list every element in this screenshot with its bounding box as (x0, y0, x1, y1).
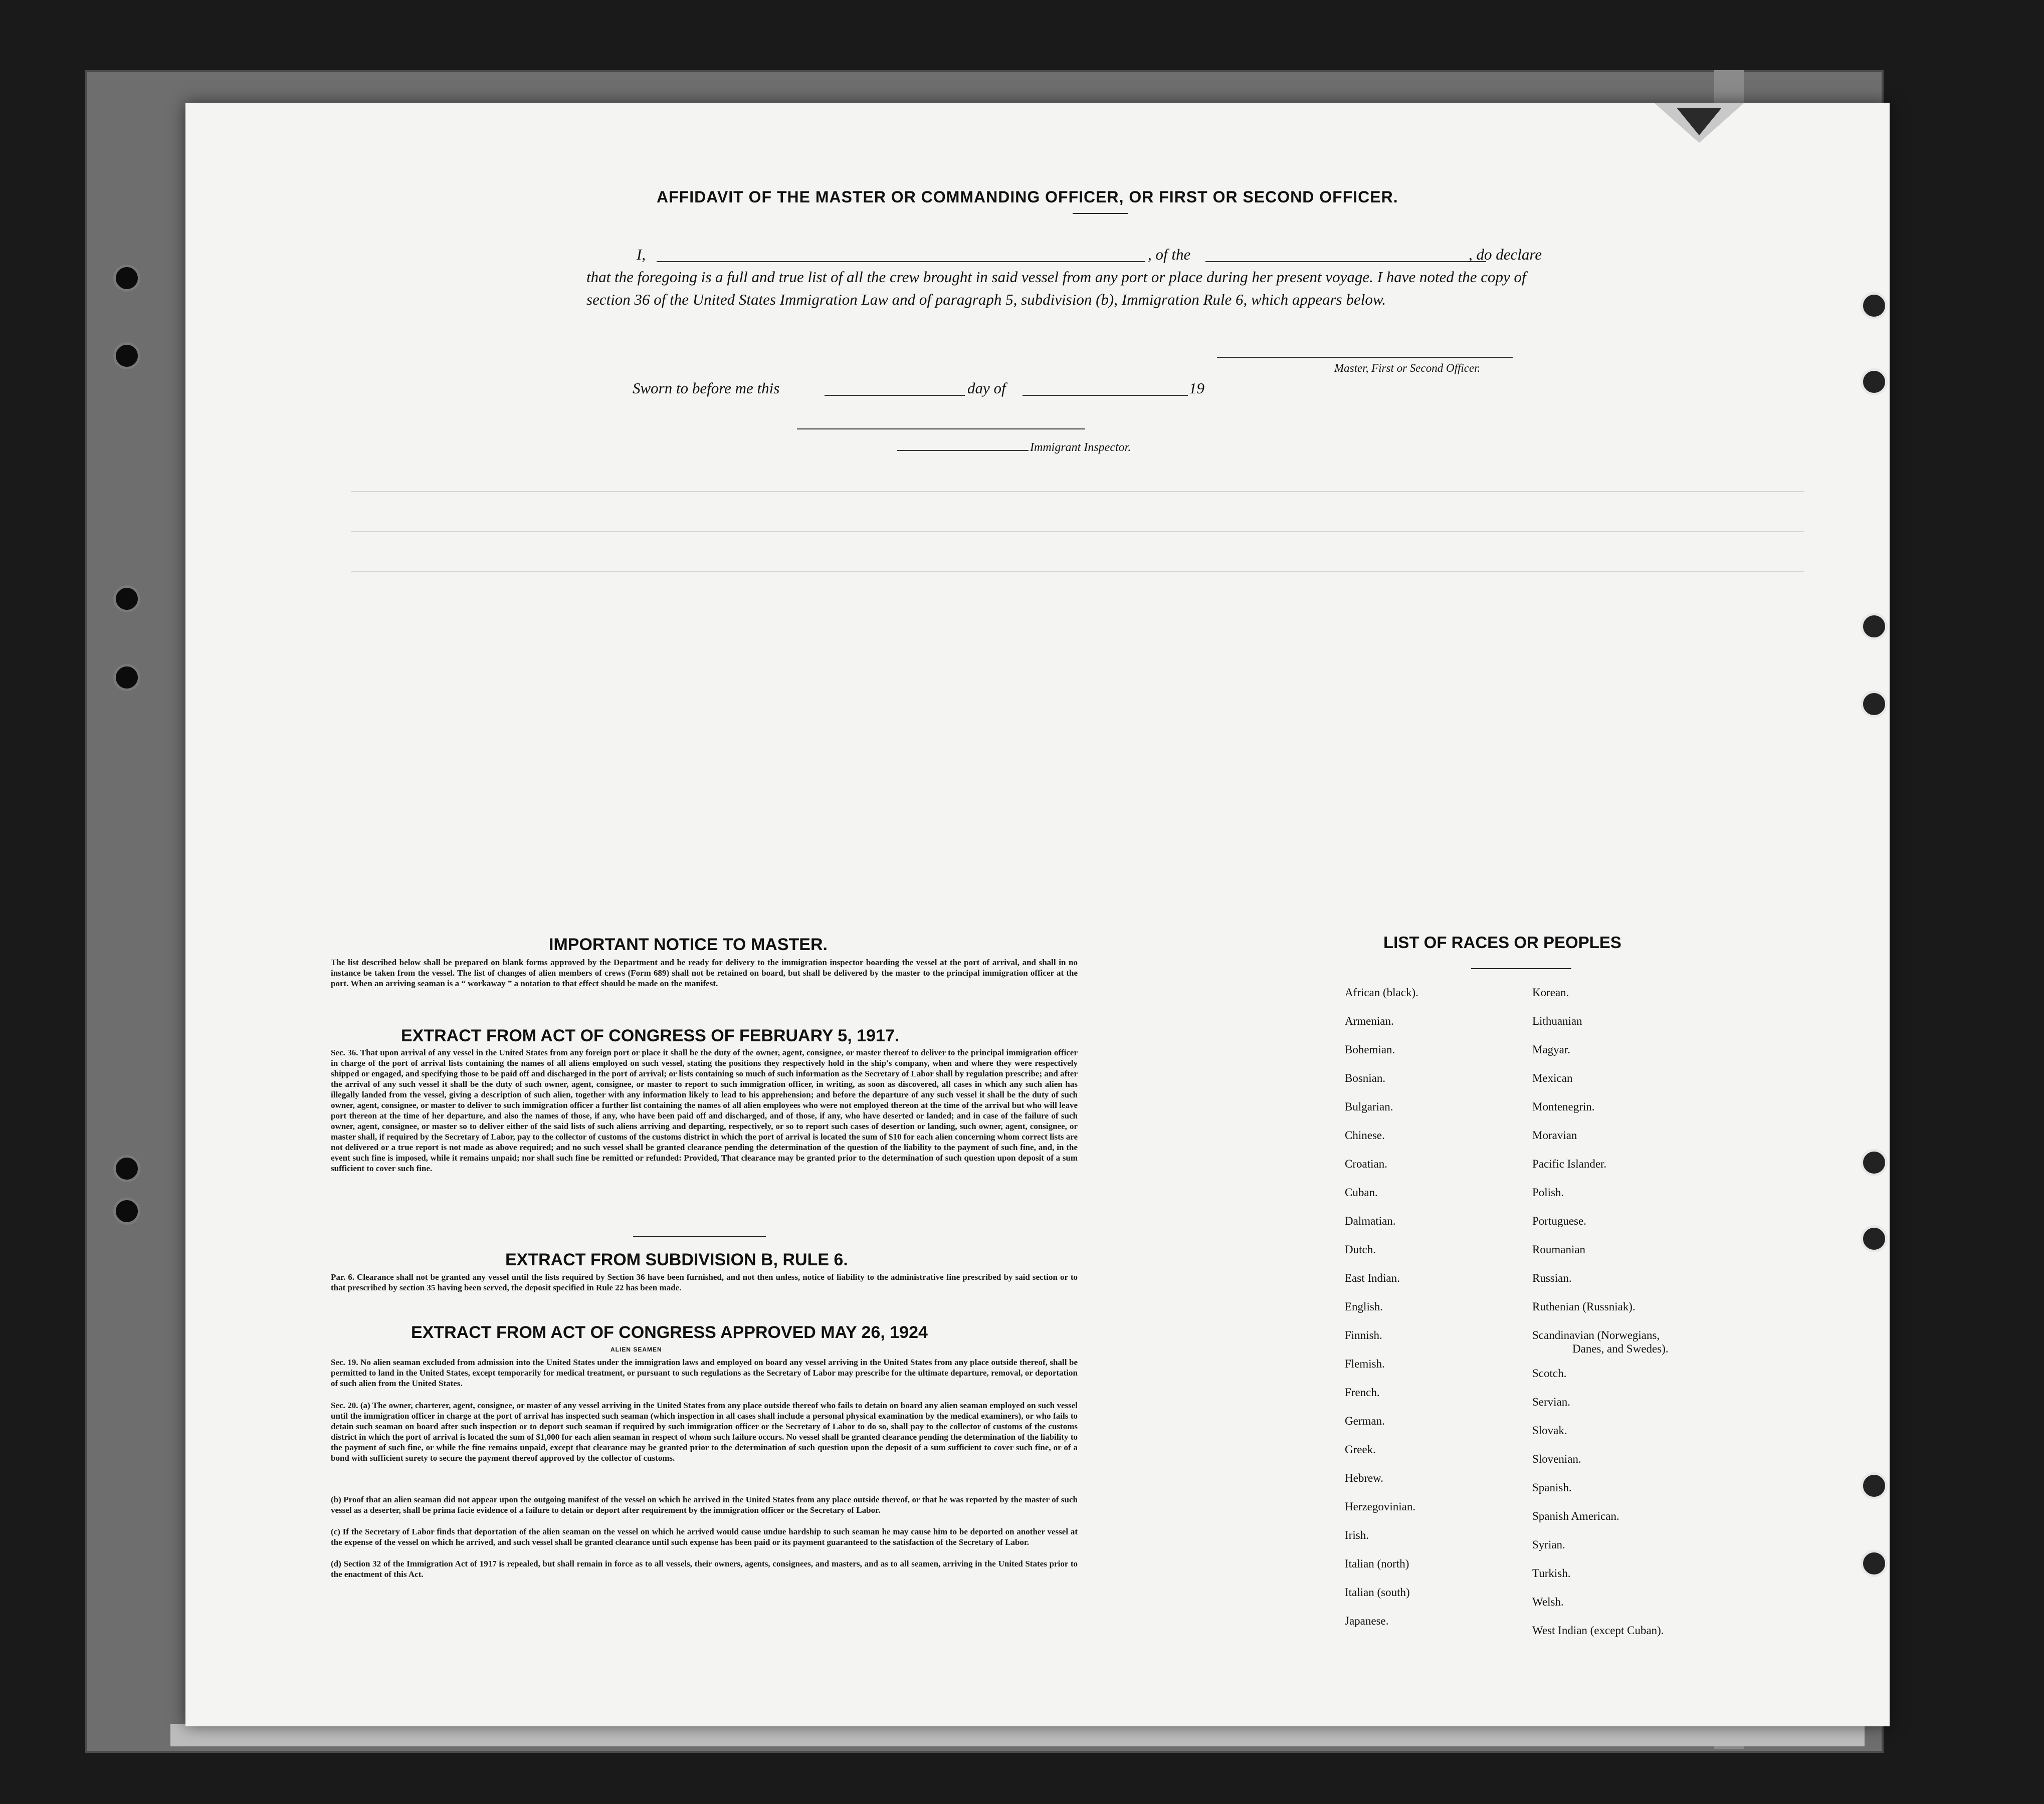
race-item: French. (1345, 1386, 1380, 1399)
race-item: Irish. (1345, 1529, 1369, 1541)
inspector-signature-line[interactable] (797, 428, 1085, 429)
inspector-label: Immigrant Inspector. (1030, 441, 1131, 454)
act-1924-sec20c: (c) If the Secretary of Labor finds that deportation of the alien seaman on the vessel on which he arrived would cause undue hardship to such seaman he may cause him to be deported on another vessel at the expense of the vessel on which he arrived, and such vessel shall be granted clearance until such expense has been paid or its payment guaranteed to the satisfaction of the Secretary of Labor. (331, 1527, 1078, 1547)
alien-seamen-subtitle: ALIEN SEAMEN (610, 1346, 662, 1353)
document-page (185, 103, 1890, 1726)
race-item: Croatian. (1345, 1158, 1387, 1170)
page-punch-hole (1861, 1149, 1888, 1176)
race-item: Moravian (1532, 1129, 1577, 1142)
master-signature-label: Master, First or Second Officer. (1334, 362, 1481, 374)
bleed-through-rule (351, 531, 1804, 532)
race-item: Flemish. (1345, 1358, 1385, 1370)
binder-hole (113, 342, 140, 369)
race-item: Chinese. (1345, 1129, 1385, 1142)
sworn-text: Sworn to before me this (633, 379, 780, 397)
race-item: Finnish. (1345, 1329, 1382, 1341)
race-item: Japanese. (1345, 1615, 1389, 1627)
race-item: Magyar. (1532, 1043, 1571, 1056)
act-1917-text: Sec. 36. That upon arrival of any vessel in the United States from any foreign port or place it shall be the duty of the owner, agent, consignee, or master thereof to deliver to the principal immigration officer in charge of the port of arrival lists containing the names of all aliens employed on such vessel, stating the positions they respectively hold in the ship's company, when and where they were respectively shipped or engaged, and specifying those to be paid off and discharged in the port of arrival; or lists containing so much of such information as the Secretary of Labor shall by regulation prescribe; and after the arrival of any such vessel it shall be the duty of such owner, agent, consignee, or master to report to such immigration officer, in writing, as soon as discovered, all cases in which any such alien has illegally landed from the vessel, giving a description of such alien, together with any information likely to lead to his apprehension; and before the departure of any such vessel it shall be the duty of such owner, agent, consignee, or master to deliver to such immigration officer a further list containing the names of all alien employees who were not employed thereon at the time of the arrival but who will leave port thereon at the time of her departure, and also the names of those, if any, who have been paid off and discharged, and of those, if any, who have deserted or landed; and in case of the failure of such owner, agent, consignee, or master so to deliver either of the said lists of such aliens arriving and departing, respectively, or so to report such cases of desertion or landing, such owner, agent, consignee, or master shall, if required by the Secretary of Labor, pay to the collector of customs of the customs district in which the port of arrival is located the sum of $10 for each alien concerning whom correct lists are not delivered or a true report is not made as above required; and no such vessel shall be granted clearance pending the determination of the question of the liability to the payment of such fine, and, in the event such fine is imposed, while it remains unpaid; nor shall such fine be remitted or refunded: Provided, That clearance may be granted prior to the determination of such question upon deposit of a sum sufficient to cover such fine. (331, 1048, 1078, 1173)
page-punch-hole (1861, 292, 1888, 319)
race-item: Portuguese. (1532, 1215, 1586, 1227)
name-blank[interactable] (657, 261, 1145, 262)
important-notice-title: IMPORTANT NOTICE TO MASTER. (549, 935, 828, 954)
race-item: Ruthenian (Russniak). (1532, 1300, 1636, 1313)
race-item: Servian. (1532, 1396, 1571, 1408)
page-punch-hole (1861, 691, 1888, 718)
binder-hole (113, 1155, 140, 1182)
inspector-line-short (897, 450, 1029, 451)
race-item: Pacific Islander. (1532, 1158, 1607, 1170)
affidavit-of-the: , of the (1148, 246, 1191, 263)
sworn-date-blank[interactable] (825, 395, 965, 396)
binder-hole (113, 585, 140, 612)
affidavit-text (586, 243, 1554, 311)
act-1917-title: EXTRACT FROM ACT OF CONGRESS OF FEBRUARY 5, 1917. (401, 1026, 900, 1045)
binder-hole (113, 265, 140, 292)
bleed-through-rule (351, 571, 1804, 572)
race-item: Dutch. (1345, 1243, 1376, 1256)
races-title: LIST OF RACES OR PEOPLES (1383, 933, 1621, 952)
page-punch-hole (1861, 1550, 1888, 1577)
race-item: Bohemian. (1345, 1043, 1395, 1056)
race-item: Hebrew. (1345, 1472, 1384, 1484)
race-item: Italian (north) (1345, 1557, 1409, 1570)
affidavit-i: I, (637, 246, 646, 263)
race-item: Montenegrin. (1532, 1100, 1595, 1113)
act-1924-sec20a: Sec. 20. (a) The owner, charterer, agent, consignee, or master of any vessel arriving in the United States from any place outside thereof who fails to detain on board any alien seaman employed on such vessel until the immigration officer in charge at the port of arrival has inspected such seaman (which inspection in all cases shall include a personal physical examination by the medical examiners), or who fails to detain such seaman on board after such inspection or to deport such seaman if required by such immigration officer or the Secretary of Labor to do so, shall pay to the collector of customs of the customs district in which the port of arrival is located the sum of $1,000 for each alien seaman in respect of whom such failure occurs. No vessel shall be granted clearance pending the determination of the liability to the payment of such fine, or while the fine remains unpaid, except that clearance may be granted prior to the determination of such question upon the deposit of a sum sufficient to cover such fine, or of a bond with sufficient surety to secure the payment thereof approved by the collector of customs. (331, 1401, 1078, 1463)
race-item: German. (1345, 1415, 1385, 1427)
affidavit-first-line (586, 243, 1554, 266)
race-item: West Indian (except Cuban). (1532, 1624, 1664, 1637)
binder-hole (113, 1198, 140, 1225)
title-underline (1073, 213, 1128, 214)
page-punch-hole (1861, 1472, 1888, 1499)
race-item: East Indian. (1345, 1272, 1400, 1284)
race-item: Scotch. (1532, 1367, 1567, 1380)
page-punch-hole (1861, 368, 1888, 395)
race-item: Bulgarian. (1345, 1100, 1393, 1113)
race-item: Spanish. (1532, 1481, 1572, 1494)
race-item: Herzegovinian. (1345, 1500, 1416, 1513)
rule-6-text: Par. 6. Clearance shall not be granted any vessel until the lists required by Section 36 have been furnished, and not then unless, notice of liability to the administrative fine prescribed by said section or to that prescribed by section 35 having been served, the deposit specified in Rule 22 has been made. (331, 1272, 1078, 1292)
page-punch-hole (1861, 1225, 1888, 1252)
race-item: African (black). (1345, 986, 1418, 999)
race-item: Welsh. (1532, 1596, 1564, 1608)
race-item: Italian (south) (1345, 1586, 1410, 1599)
race-item: Danes, and Swedes). (1572, 1342, 1669, 1355)
race-item: Russian. (1532, 1272, 1572, 1284)
race-item: Greek. (1345, 1443, 1376, 1456)
race-item: Mexican (1532, 1072, 1573, 1084)
sworn-month-blank[interactable] (1023, 395, 1188, 396)
race-item: Polish. (1532, 1186, 1564, 1199)
race-item: Turkish. (1532, 1567, 1571, 1580)
master-signature-line[interactable] (1217, 357, 1513, 358)
page-punch-hole (1861, 613, 1888, 640)
race-item: Cuban. (1345, 1186, 1378, 1199)
act-1924-sec19: Sec. 19. No alien seaman excluded from admission into the United States under the immigration laws and employed on board any vessel arriving in the United States from any place outside thereof, shall be permitted to land in the United States, except temporarily for medical treatment, or pursuant to such regulations as the Secretary of Labor may prescribe for the ultimate departure, removal, or deportation of such alien from the United States. (331, 1358, 1078, 1388)
bleed-through-rule (351, 491, 1804, 492)
race-item: Slovenian. (1532, 1453, 1581, 1465)
page-corner-mark (1677, 108, 1722, 135)
binder-hole (113, 664, 140, 691)
affidavit-title: AFFIDAVIT OF THE MASTER OR COMMANDING OFFICER, OR FIRST OR SECOND OFFICER. (657, 188, 1398, 206)
act-1924-title: EXTRACT FROM ACT OF CONGRESS APPROVED MAY 26, 1924 (411, 1323, 928, 1342)
important-notice-text: The list described below shall be prepared on blank forms approved by the Department and be ready for delivery to the immigration inspector boarding the vessel at the port of arrival, and shall in no instance be taken from the vessel. The list of changes of alien members of crews (Form 689) shall not be retained on board, but shall be delivered by the master to the principal immigration officer at the port. When an arriving seaman is a “ workaway ” a notation to that effect should be made on the manifest. (331, 958, 1078, 988)
race-item: Dalmatian. (1345, 1215, 1396, 1227)
race-item: Spanish American. (1532, 1510, 1619, 1522)
act-1924-sec20d: (d) Section 32 of the Immigration Act of 1917 is repealed, but shall remain in force as to all vessels, their owners, agents, consignees, and masters, and as to all seamen, arriving in the United States prior to the enactment of this Act. (331, 1559, 1078, 1579)
act-1924-sec20b: (b) Proof that an alien seaman did not appear upon the outgoing manifest of the vessel on which he arrived in the United States from any place outside thereof, or that he was reported by the master of such vessel as a deserter, shall be prima facie evidence of a failure to detain or deport after requirement by the immigration officer or the Secretary of Labor. (331, 1495, 1078, 1515)
race-item: Scandinavian (Norwegians, (1532, 1329, 1660, 1341)
race-item: Slovak. (1532, 1424, 1567, 1437)
races-title-underline (1471, 968, 1571, 969)
race-item: Armenian. (1345, 1015, 1394, 1027)
race-item: Lithuanian (1532, 1015, 1582, 1027)
affidavit-body: that the foregoing is a full and true list of all the crew brought in said vessel from any port or place during her present voyage. I have noted the copy of section 36 of the United States Immigration Law and of paragraph 5, subdivision (b), Immigration Rule 6, which appears below. (586, 268, 1526, 308)
year-prefix: 19 (1189, 379, 1204, 397)
race-item: Korean. (1532, 986, 1569, 999)
section-divider (633, 1236, 766, 1237)
race-item: Bosnian. (1345, 1072, 1386, 1084)
race-item: English. (1345, 1300, 1383, 1313)
day-of-label: day of (967, 379, 1006, 397)
race-item: Roumanian (1532, 1243, 1586, 1256)
vessel-blank[interactable] (1205, 261, 1486, 262)
affidavit-declare: , do declare (1469, 246, 1542, 263)
rule-6-title: EXTRACT FROM SUBDIVISION B, RULE 6. (505, 1250, 848, 1269)
race-item: Syrian. (1532, 1538, 1565, 1551)
page-stack-edge (170, 1724, 1865, 1746)
